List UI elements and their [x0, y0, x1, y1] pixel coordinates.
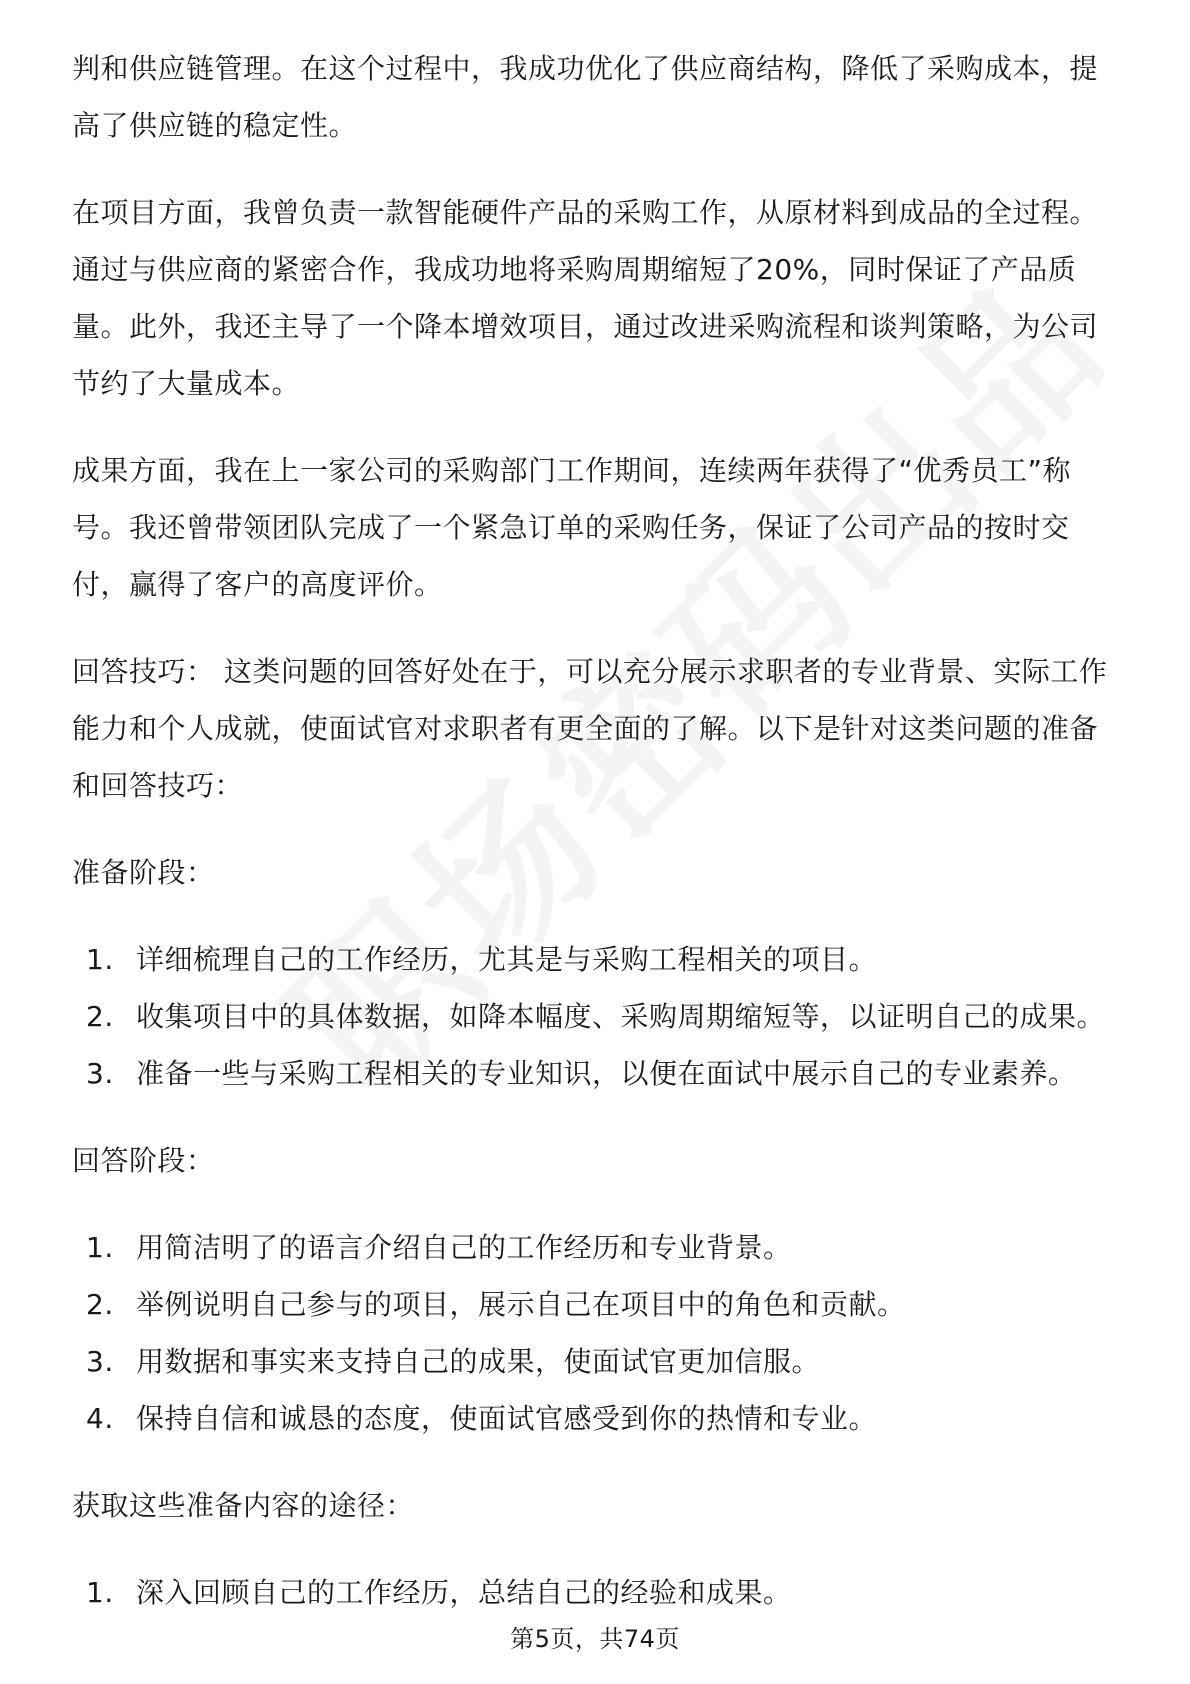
- list-item: [72, 1219, 1122, 1276]
- list-item-text: 用数据和事实来支持自己的成果，使面试官更加信服。: [136, 1345, 821, 1378]
- list-item-number: 4.: [86, 1402, 114, 1435]
- list-item-number: 1.: [86, 1576, 114, 1609]
- list-item: [72, 1390, 1122, 1447]
- heading-prep-stage: 准备阶段：: [72, 856, 215, 889]
- list-item-number: 1.: [86, 943, 114, 976]
- list-item: [72, 1045, 1122, 1102]
- prep-steps-list: [72, 931, 1122, 1102]
- list-item-text: 用简洁明了的语言介绍自己的工作经历和专业背景。: [136, 1231, 792, 1264]
- list-item-number: 1.: [86, 1231, 114, 1264]
- document-page: [72, 40, 1122, 1651]
- list-item-number: 3.: [86, 1345, 114, 1378]
- list-item-text: 收集项目中的具体数据，如降本幅度、采购周期缩短等，以证明自己的成果。: [136, 1000, 1106, 1033]
- paragraph-answer-tips: 回答技巧： 这类问题的回答好处在于，可以充分展示求职者的专业背景、实际工作能力和个人成就，使面试官对求职者有更全面的了解。以下是针对这类问题的准备和回答技巧：: [72, 655, 1108, 802]
- list-item-text: 举例说明自己参与的项目，展示自己在项目中的角色和贡献。: [136, 1288, 906, 1321]
- list-item-number: 2.: [86, 1000, 114, 1033]
- paragraph-projects: 在项目方面，我曾负责一款智能硬件产品的采购工作，从原材料到成品的全过程。通过与供应商的紧密合作，我成功地将采购周期缩短了20%，同时保证了产品质量。此外，我还主导了一个降本增效项目，通过改进采购流程和谈判策略，为公司节约了大量成本。: [72, 196, 1099, 400]
- paragraph-supply-chain: 判和供应链管理。在这个过程中，我成功优化了供应商结构，降低了采购成本，提高了供应链的稳定性。: [72, 52, 1099, 142]
- list-item-text: 详细梳理自己的工作经历，尤其是与采购工程相关的项目。: [136, 943, 878, 976]
- list-item: [72, 1564, 1122, 1621]
- list-item-text: 保持自信和诚恳的态度，使面试官感受到你的热情和专业。: [136, 1402, 878, 1435]
- list-item-number: 2.: [86, 1288, 114, 1321]
- sources-steps-list: [72, 1564, 1122, 1621]
- list-item: [72, 1276, 1122, 1333]
- answer-steps-list: [72, 1219, 1122, 1447]
- list-item-text: 准备一些与采购工程相关的专业知识，以便在面试中展示自己的专业素养。: [136, 1057, 1077, 1090]
- page-number-footer: 第5页，共74页: [510, 1625, 680, 1653]
- list-item-text: 深入回顾自己的工作经历，总结自己的经验和成果。: [136, 1576, 792, 1609]
- heading-sources: 获取这些准备内容的途径：: [72, 1489, 415, 1522]
- list-item: [72, 931, 1122, 988]
- list-item: [72, 988, 1122, 1045]
- list-item-number: 3.: [86, 1057, 114, 1090]
- paragraph-achievements: 成果方面，我在上一家公司的采购部门工作期间，连续两年获得了“优秀员工”称号。我还曾带领团队完成了一个紧急订单的采购任务，保证了公司产品的按时交付，赢得了客户的高度评价。: [72, 454, 1072, 601]
- heading-answer-stage: 回答阶段：: [72, 1144, 215, 1177]
- list-item: [72, 1333, 1122, 1390]
